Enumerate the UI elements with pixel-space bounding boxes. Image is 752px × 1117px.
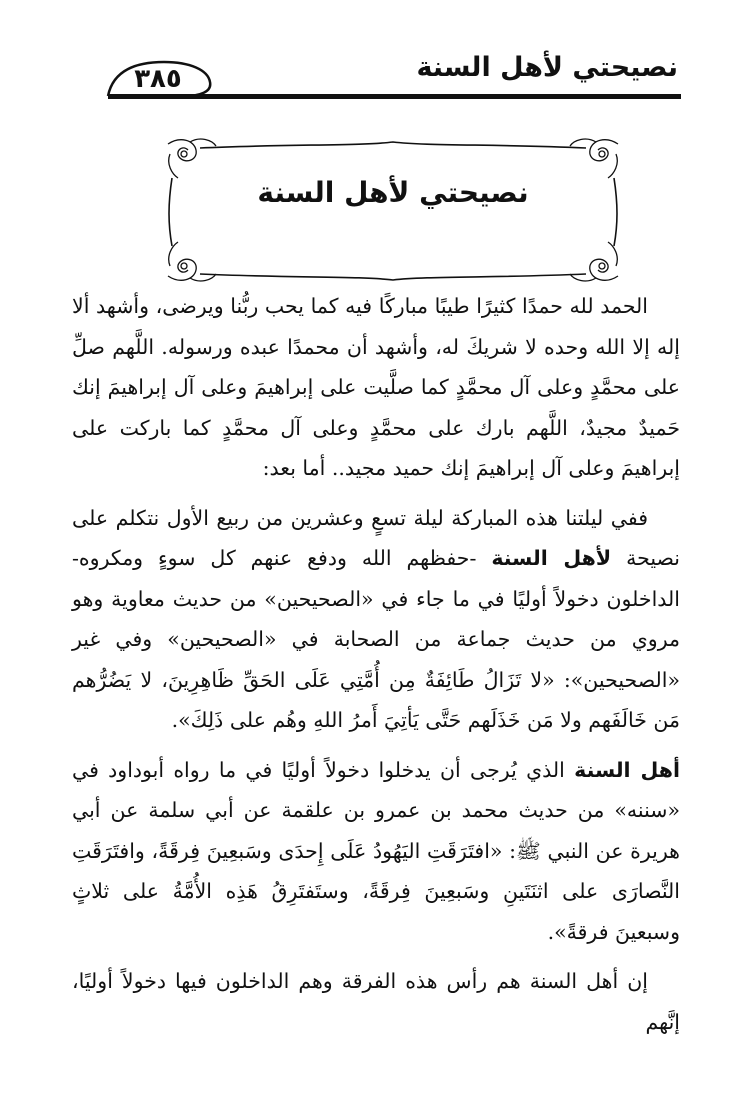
page-header: [0, 0, 752, 104]
paragraph: [72, 961, 680, 1042]
running-title: نصيحتي لأهل السنة: [416, 52, 678, 83]
paragraph: [72, 750, 680, 953]
corner-ornament-top-right: [570, 139, 618, 178]
emphasis-text: أهل السنة: [574, 757, 680, 782]
emphasis-text: لأهل السنة: [491, 546, 612, 570]
text-segment: -حفظهم الله ودفع عنهم كل سوءٍ ومكروه- الداخلون دخولاً أوليًا في ما جاء في «الصحيحين» من حديث معاوية وهو مروي من حديث جماعة من الصحابة في «الصحيحين» وفي غير «الصحيحين»: «لا تَزَالُ طَائِفَةٌ مِن أُمَّتِي عَلَى الحَقِّ ظَاهِرِينَ، لا يَضُرُّهم مَن خَالَفَهم ولا مَن خَذَلَهم حَتَّى يَأتِيَ أَمرُ اللهِ وهُم على ذَلِكَ».: [72, 546, 680, 732]
chapter-title: نصيحتي لأهل السنة: [257, 176, 529, 209]
corner-ornament-top-left: [168, 139, 216, 178]
paragraph: [72, 286, 680, 489]
body-text: [72, 286, 680, 1042]
paragraph: [72, 498, 680, 741]
ornament-frame: [160, 134, 626, 286]
text-segment: الذي يُرجى أن يدخلوا دخولاً أوليًا في ما رواه أبوداود في «سننه» من حديث محمد بن عمرو بن علقمة عن أبي سلمة عن أبي هريرة عن النبي ﷺ: «افتَرَقَتِ اليَهُودُ عَلَى إِحدَى وسَبعِينَ فِرقَةً، وافتَرَقَتِ النَّصارَى على اثنَتَينِ وسَبعِينَ فِرقَةً، وستَفتَرِقُ هَذِه الأُمَّةُ على ثلاثٍ وسبعينَ فرقةً».: [72, 757, 680, 944]
text-segment: الحمد لله حمدًا كثيرًا طيبًا مباركًا فيه كما يحب ربُّنا ويرضى، وأشهد ألا إله إلا الله وحده لا شريكَ له، وأشهد أن محمدًا عبده ورسوله. اللَّهم صلِّ على محمَّدٍ وعلى آل محمَّدٍ كما صلَّيت على إبراهيمَ وعلى آل إبراهيمَ إنك حَميدٌ مجيدٌ، اللَّهم بارك على محمَّدٍ وعلى آل محمَّدٍ كما باركت على إبراهيمَ وعلى آل إبراهيمَ إنك حميد مجيد.. أما بعد:: [72, 294, 680, 480]
header-rule: [108, 94, 681, 99]
text-segment: ففي ليلتنا هذه المباركة ليلة تسعٍ وعشرين من ربيع الأول نتكلم على نصيحة: [72, 505, 680, 570]
page-number: ٣٨٥: [134, 64, 182, 94]
chapter-title-frame: [160, 134, 626, 286]
text-segment: إن أهل السنة هم رأس هذه الفرقة وهم الداخلون فيها دخولاً أوليًا، إنَّهم: [72, 969, 680, 1034]
